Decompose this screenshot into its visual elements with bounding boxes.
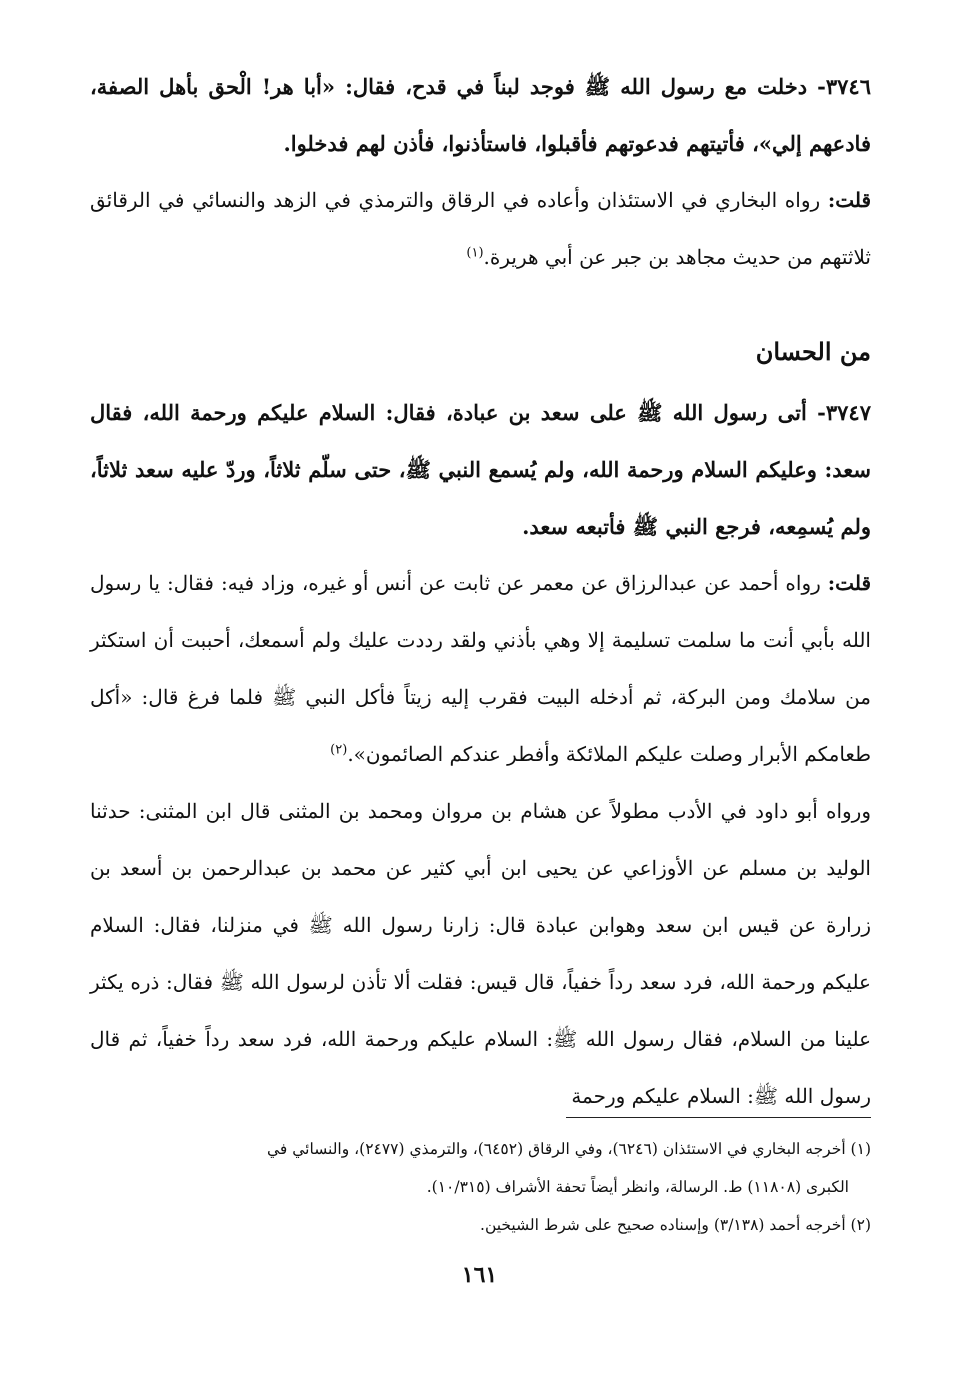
footnote-marker-2[interactable]: (٢): [330, 742, 348, 758]
footnote-2: (٢) أخرجه أحمد (٣/١٣٨) وإسناده صحيح على شرط الشيخين.: [480, 1216, 871, 1234]
footnote-divider: [566, 1117, 871, 1118]
comment-3746-text: رواه البخاري في الاستئذان وأعاده في الرقاق والترمذي في الزهد والنسائي في الرقائق ثلاثتهم من حديث مجاهد بن جبر عن أبي هريرة.: [90, 188, 871, 269]
page-body: [90, 58, 871, 1125]
footnote-marker-1[interactable]: (١): [466, 245, 484, 261]
hadith-3747: [90, 384, 871, 555]
comment-3747-lead: قلت:: [827, 571, 871, 595]
page-number: ١٦١: [461, 1262, 498, 1288]
comment-3747: [90, 555, 871, 783]
comment-3746-lead: قلت:: [827, 188, 872, 212]
abu-dawud-text: ورواه أبو داود في الأدب مطولاً عن هشام بن مروان ومحمد بن المثنى قال ابن المثنى: حدثنا الوليد بن مسلم عن الأوزاعي عن يحيى ابن أبي كثير عن محمد بن عبدالرحمن بن أسعد بن زرارة عن قيس ابن سعد وهوابن عبادة قال: زارنا رسول الله ﷺ في منزلنا، فقال: السلام عليكم ورحمة الله، فرد سعد رداً خفياً، قال قيس: فقلت ألا تأذن لرسول الله ﷺ فقال: ذره يكثر علينا من السلام، فقال رسول الله ﷺ: السلام عليكم ورحمة الله، فرد سعد رداً خفياً، ثم قال رسول الله ﷺ: السلام عليكم ورحمة: [90, 799, 871, 1108]
abu-dawud-paragraph: [90, 783, 871, 1125]
comment-3747-text: رواه أحمد عن عبدالرزاق عن معمر عن ثابت عن أنس أو غيره، وزاد فيه: فقال: يا رسول الله بأبي أنت ما سلمت تسليمة إلا وهي بأذني ولقد رددت عليك ولم أسمعك، أحببت أن استكثر من سلامك ومن البركة، ثم أدخله البيت فقرب إليه زيتاً فأكل النبي ﷺ فلما فرغ قال: «أكل طعامكم الأبرار وصلت عليكم الملائكة وأفطر عندكم الصائمون».: [90, 571, 871, 766]
footnote-1-line-1: (١) أخرجه البخاري في الاستئذان (٦٢٤٦)، وفي الرقاق (٦٤٥٢)، والترمذي (٢٤٧٧)، والنسائي في: [266, 1140, 871, 1158]
hadith-3747-text: ٣٧٤٧- أتى رسول الله ﷺ على سعد بن عبادة، فقال: السلام عليكم ورحمة الله، فقال سعد: وعليكم السلام ورحمة الله، ولم يُسمع النبي ﷺ، حتى سلّم ثلاثاً، وردّ عليه سعد ثلاثاً، ولم يُسمِعه، فرجع النبي ﷺ فأتبعه سعد.: [90, 400, 871, 539]
hadith-3746: [90, 58, 871, 172]
comment-3746: [90, 172, 871, 286]
footnotes: [90, 1130, 871, 1244]
section-heading: من الحسان: [755, 337, 871, 366]
hadith-3746-text: ٣٧٤٦- دخلت مع رسول الله ﷺ فوجد لبناً في قدح، فقال: «أبا هر! الْحق بأهل الصفة، فادعهم إلي»، فأتيتهم فدعوتهم فأقبلوا، فاستأذنوا، فأذن لهم فدخلوا.: [90, 74, 871, 156]
footnote-1-line-2: الكبرى (١١٨٠٨) ط. الرسالة، وانظر أيضاً تحفة الأشراف (١٠/٣١٥).: [426, 1178, 849, 1196]
